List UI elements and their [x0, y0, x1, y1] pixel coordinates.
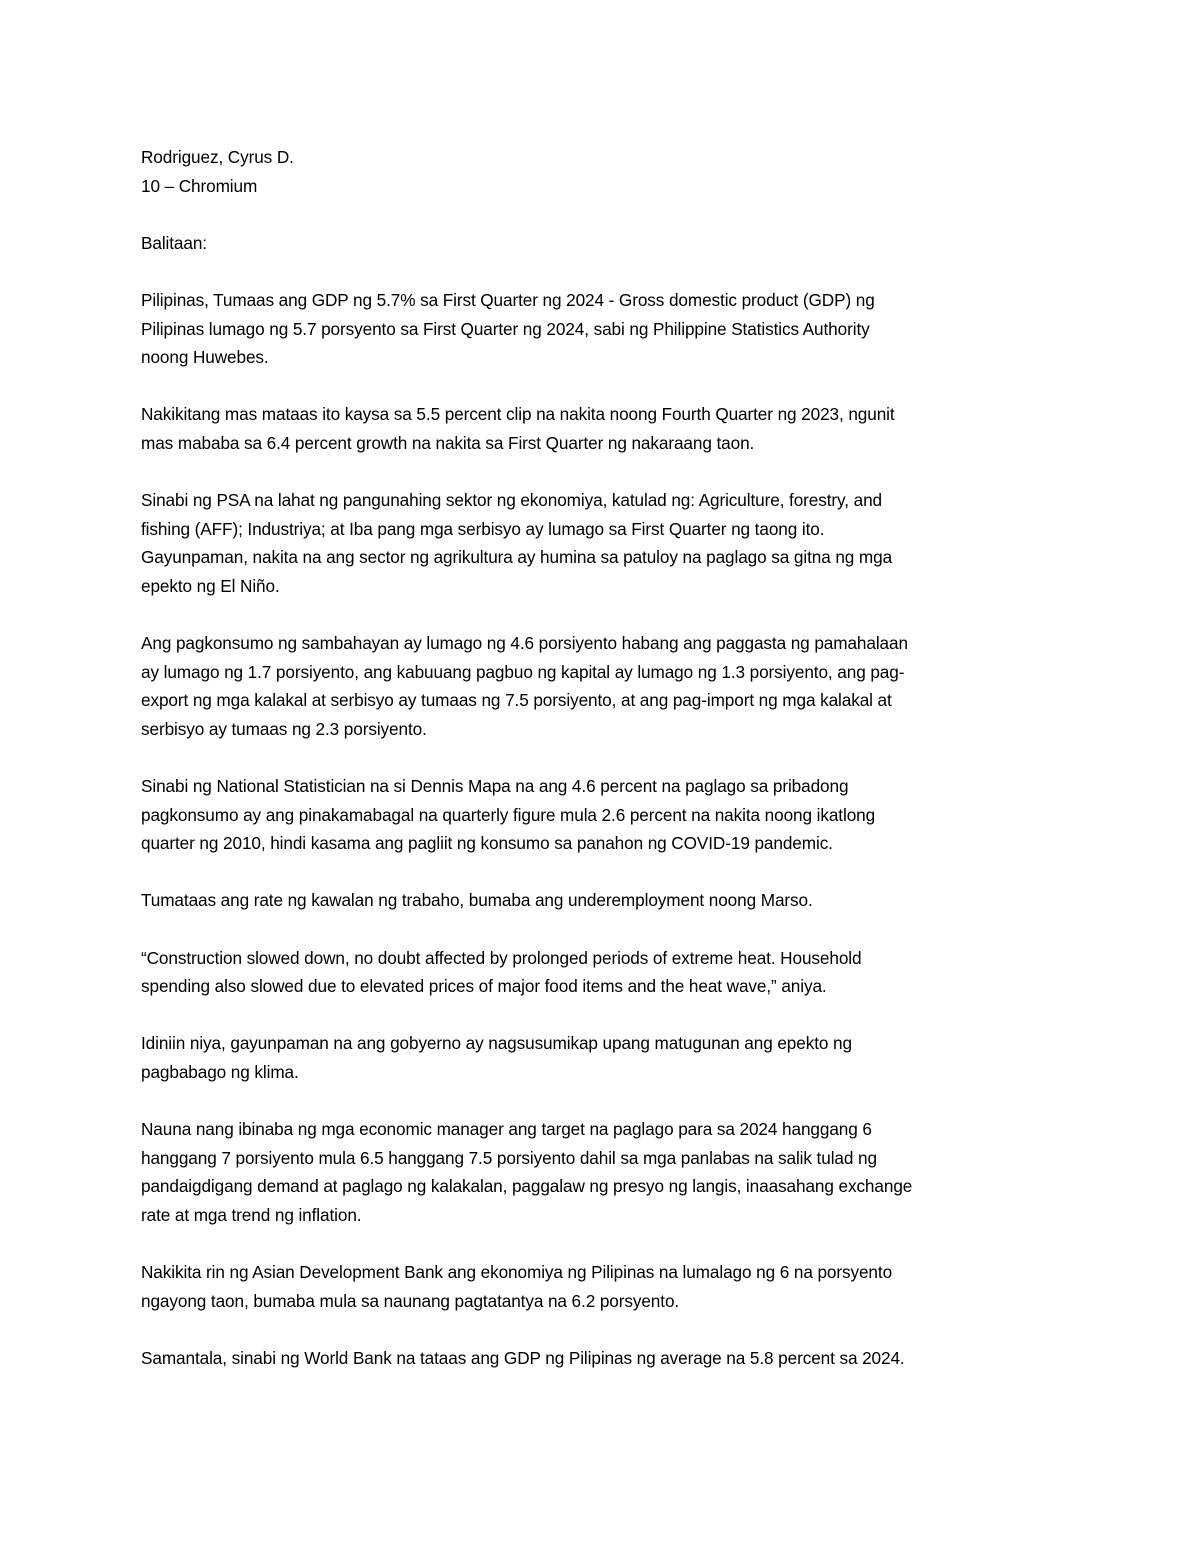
paragraph-line: “Construction slowed down, no doubt affected by prolonged periods of extreme heat. Household	[141, 947, 862, 968]
paragraph-9	[141, 1115, 1051, 1229]
paragraph-1	[141, 286, 1051, 372]
paragraph-3	[141, 486, 1051, 600]
paragraph-line: pagbabago ng klima.	[141, 1062, 299, 1082]
paragraph-line: Pilipinas lumago ng 5.7 porsyento sa First Quarter ng 2024, sabi ng Philippine Statistics Authority	[141, 318, 870, 339]
paragraph-line: Ang pagkonsumo ng sambahayan ay lumago ng 4.6 porsiyento habang ang paggasta ng pamahalaan	[141, 633, 908, 654]
paragraph-line: mas mababa sa 6.4 percent growth na nakita sa First Quarter ng nakaraang taon.	[141, 432, 755, 453]
paragraph-line: Samantala, sinabi ng World Bank na tataas ang GDP ng Pilipinas ng average na 5.8 percent sa 2024.	[141, 1347, 905, 1368]
paragraph-line: Nakikita rin ng Asian Development Bank ang ekonomiya ng Pilipinas na lumalago ng 6 na porsyento	[141, 1262, 893, 1283]
paragraph-line: pandaigdigang demand at paglago ng kalakalan, paggalaw ng presyo ng langis, inaasahang exchange	[141, 1176, 913, 1197]
author-name: Rodriguez, Cyrus D.	[141, 147, 294, 167]
paragraph-line: spending also slowed due to elevated prices of major food items and the heat wave,” aniya.	[141, 976, 827, 997]
paragraph-8	[141, 1029, 1051, 1086]
paragraph-line: Sinabi ng PSA na lahat ng pangunahing sektor ng ekonomiya, katulad ng: Agriculture, forestry, and	[141, 490, 882, 511]
paragraph-11	[141, 1344, 1051, 1373]
paragraph-2	[141, 400, 1051, 457]
paragraph-line: ay lumago ng 1.7 porsiyento, ang kabuuang pagbuo ng kapital ay lumago ng 1.3 porsiyento, ang pag-	[141, 661, 905, 682]
paragraph-line: export ng mga kalakal at serbisyo ay tumaas ng 7.5 porsiyento, at ang pag-import ng mga kalakal at	[141, 690, 892, 711]
paragraph-line: pagkonsumo ay ang pinakamabagal na quarterly figure mula 2.6 percent na nakita noong ikatlong	[141, 804, 876, 825]
paragraph-line: rate at mga trend ng inflation.	[141, 1204, 362, 1225]
paragraph-line: Sinabi ng National Statistician na si Dennis Mapa na ang 4.6 percent na paglago sa pribadong	[141, 776, 849, 797]
paragraph-line: Nauna nang ibinaba ng mga economic manager ang target na paglago para sa 2024 hanggang 6	[141, 1119, 872, 1140]
paragraph-line: Tumataas ang rate ng kawalan ng trabaho, bumaba ang underemployment noong Marso.	[141, 890, 813, 911]
paragraph-5	[141, 772, 1051, 858]
paragraph-7	[141, 944, 1051, 1001]
class-section: 10 – Chromium	[141, 175, 258, 196]
document-body	[141, 143, 1051, 1401]
paragraph-line: fishing (AFF); Industriya; at Iba pang mga serbisyo ay lumago sa First Quarter ng taong ito.	[141, 518, 825, 539]
paragraph-6	[141, 886, 1051, 915]
paragraph-4	[141, 629, 1051, 743]
paragraph-line: epekto ng El Niño.	[141, 575, 280, 596]
section-label: Balitaan:	[141, 232, 207, 253]
paragraph-line: Idiniin niya, gayunpaman na ang gobyerno ay nagsusumikap upang matugunan ang epekto ng	[141, 1033, 852, 1054]
paragraph-line: hanggang 7 porsiyento mula 6.5 hanggang 7.5 porsiyento dahil sa mga panlabas na salik tulad ng	[141, 1147, 877, 1168]
paragraph-line: quarter ng 2010, hindi kasama ang pagliit ng konsumo sa panahon ng COVID-19 pandemic.	[141, 833, 833, 854]
paragraph-line: Pilipinas, Tumaas ang GDP ng 5.7% sa First Quarter ng 2024 - Gross domestic product (GDP) ng	[141, 289, 875, 310]
paragraph-line: Nakikitang mas mataas ito kaysa sa 5.5 percent clip na nakita noong Fourth Quarter ng 2023, ngunit	[141, 404, 895, 425]
paragraph-line: ngayong taon, bumaba mula sa naunang pagtatantya na 6.2 porsyento.	[141, 1290, 680, 1311]
paragraph-line: Gayunpaman, nakita na ang sector ng agrikultura ay humina sa patuloy na paglago sa gitna ng mga	[141, 547, 893, 568]
paragraph-line: serbisyo ay tumaas ng 2.3 porsiyento.	[141, 718, 427, 739]
paragraph-line: noong Huwebes.	[141, 347, 269, 368]
paragraph-10	[141, 1258, 1051, 1315]
